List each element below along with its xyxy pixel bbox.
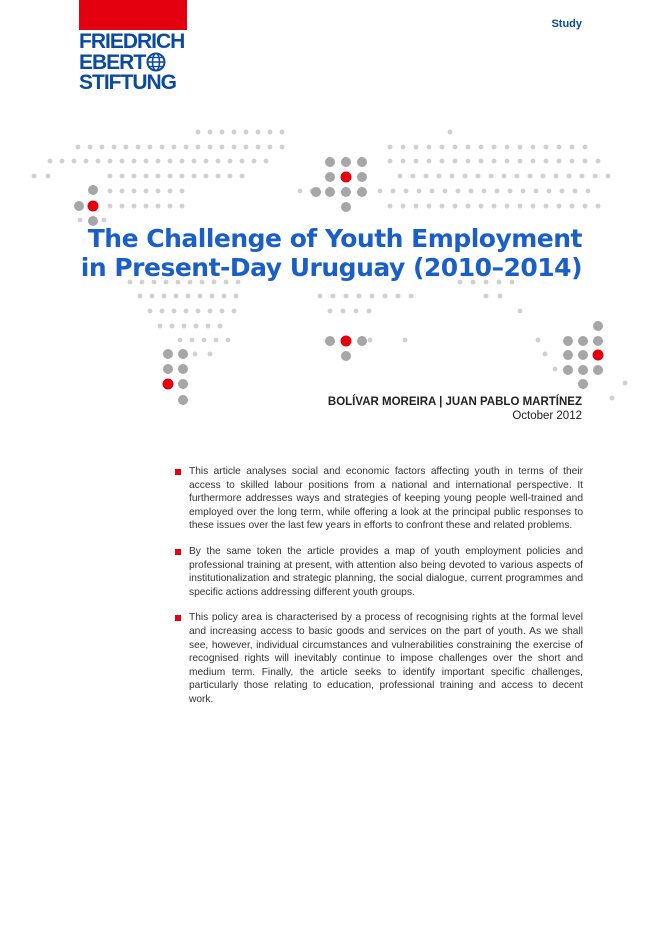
map-dot [180,204,185,209]
map-dot [554,174,559,179]
map-dot [78,218,83,223]
map-dot [202,338,207,343]
map-dot [427,204,432,209]
map-dot [174,294,179,299]
map-dot [108,159,113,164]
map-dot [144,204,149,209]
map-dot [521,189,526,194]
map-dot [184,145,189,150]
map-dot [96,159,101,164]
map-dot [232,309,237,314]
map-dot [341,187,351,197]
map-dot [508,189,513,194]
title-line-2: in Present-Day Uruguay (2010–2014) [80,253,582,282]
map-dot [163,379,174,390]
map-dot [144,159,149,164]
logo-line-2-text: EBERT [79,51,146,74]
map-dot [341,351,351,361]
map-dot [60,159,65,164]
map-dot [583,145,588,150]
map-dot [132,159,137,164]
map-dot [450,174,455,179]
map-dot [354,309,359,314]
map-dot [204,159,209,164]
map-dot [463,174,468,179]
map-dot [570,204,575,209]
map-dot [541,174,546,179]
map-dot [218,324,223,329]
map-dot [606,174,611,179]
bullet-icon [175,615,181,621]
map-dot [596,159,601,164]
authors: BOLÍVAR MOREIRA | JUAN PABLO MARTÍNEZ [327,396,582,408]
map-dot [453,145,458,150]
map-dot [492,145,497,150]
map-dot [298,189,303,194]
map-dot [168,189,173,194]
map-dot [168,159,173,164]
abstract [175,465,583,719]
abstract-paragraph-text: This article analyses social and economic factors affecting youth in terms of their access to skilled labour positions from a national and international perspective. It furthermore addresses ways and strategies of keeping young people well-trained and employed over the long term, while offering a look at the principal public responses to these issues over the last few years in efforts to confront these and related problems. [189,466,583,532]
map-dot [401,159,406,164]
map-dot [479,145,484,150]
map-dot [466,159,471,164]
map-dot [469,189,474,194]
map-dot [178,379,188,389]
map-dot [498,294,503,299]
map-dot [144,174,149,179]
map-dot [88,185,98,195]
map-dot [544,204,549,209]
map-dot [196,130,201,135]
map-dot [531,204,536,209]
map-dot [328,309,333,314]
map-dot [403,338,408,343]
map-dot [570,159,575,164]
map-dot [148,145,153,150]
map-dot [357,172,367,182]
map-dot [623,381,628,386]
map-dot [563,350,573,360]
map-dot [120,189,125,194]
map-dot [593,336,603,346]
map-dot [120,204,125,209]
map-dot [368,338,373,343]
map-dot [132,189,137,194]
map-dot [144,189,149,194]
map-dot [196,145,201,150]
map-dot [216,174,221,179]
map-dot [280,130,285,135]
map-dot [557,204,562,209]
map-dot [220,309,225,314]
map-dot [570,145,575,150]
map-dot [427,145,432,150]
map-dot [396,294,401,299]
map-dot [578,350,588,360]
map-dot [518,159,523,164]
map-dot [578,379,588,389]
map-dot [244,130,249,135]
map-dot [222,294,227,299]
map-dot [208,130,213,135]
map-dot [518,145,523,150]
map-dot [232,130,237,135]
bullet-icon [175,469,181,475]
map-dot [268,130,273,135]
map-dot [534,189,539,194]
map-dot [344,294,349,299]
map-dot [112,145,117,150]
map-dot [484,294,489,299]
map-dot [48,159,53,164]
map-dot [168,174,173,179]
map-dot [557,145,562,150]
map-dot [331,294,336,299]
map-dot [427,159,432,164]
map-dot [163,364,173,374]
map-dot [531,145,536,150]
map-dot [84,159,89,164]
map-dot [136,145,141,150]
map-dot [610,396,615,401]
map-dot [163,349,173,359]
map-dot [244,145,249,150]
map-dot [456,189,461,194]
map-dot [180,159,185,164]
map-dot [206,324,211,329]
map-dot [172,309,177,314]
map-dot [208,352,213,357]
map-dot [168,204,173,209]
map-dot [578,336,588,346]
map-dot [440,204,445,209]
map-dot [567,174,572,179]
map-dot [563,336,573,346]
abstract-paragraph-text: This policy area is characterised by a process of recognising rights at the formal level and increasing access to basic goods and services on the part of youth. As we shall see, however, individual circumstances and vulnerabilities constraining the exercise of recognised rights will inevitably continue to impose challenges over the short and medium term. Finally, the article seeks to identify important specific challenges, particularly those relating to education, professional training and access to decent work. [189,612,583,705]
map-dot [216,159,221,164]
map-dot [341,309,346,314]
map-dot [515,174,520,179]
map-dot [341,157,351,167]
map-dot [158,324,163,329]
map-dot [424,174,429,179]
map-dot [88,201,99,212]
map-dot [170,324,175,329]
map-dot [186,294,191,299]
map-dot [528,174,533,179]
map-dot [226,338,231,343]
map-dot [325,336,335,346]
map-dot [256,130,261,135]
map-dot [414,159,419,164]
map-dot [593,321,603,331]
map-dot [401,145,406,150]
map-dot [88,145,93,150]
map-dot [138,294,143,299]
map-dot [74,201,84,211]
map-dot [357,187,367,197]
map-dot [388,159,393,164]
map-dot [178,349,188,359]
map-dot [378,189,383,194]
map-dot [318,294,323,299]
map-dot [553,367,558,372]
map-dot [492,159,497,164]
map-dot [593,365,603,375]
map-dot [440,145,445,150]
map-dot [544,145,549,150]
abstract-paragraph [175,465,583,533]
map-dot [341,172,352,183]
map-dot [573,189,578,194]
map-dot [448,130,453,135]
map-dot [578,365,588,375]
map-dot [357,157,367,167]
map-dot [593,174,598,179]
map-dot [466,145,471,150]
map-dot [76,145,81,150]
page-title [62,224,582,282]
map-dot [596,204,601,209]
map-dot [544,159,549,164]
map-dot [108,204,113,209]
map-dot [108,174,113,179]
map-dot [505,145,510,150]
map-dot [580,174,585,179]
map-dot [160,309,165,314]
logo-line-3: STIFTUNG [79,71,176,94]
map-dot [531,159,536,164]
map-dot [46,174,51,179]
map-dot [232,145,237,150]
map-dot [180,174,185,179]
map-dot [220,145,225,150]
map-dot [100,145,105,150]
publication-date: October 2012 [512,410,582,422]
map-dot [547,189,552,194]
map-dot [190,338,195,343]
map-dot [583,204,588,209]
map-dot [443,189,448,194]
map-dot [240,159,245,164]
map-dot [160,145,165,150]
map-dot [196,309,201,314]
map-dot [268,145,273,150]
map-dot [311,187,321,197]
map-dot [208,145,213,150]
map-dot [518,204,523,209]
title-line-1: The Challenge of Youth Employment [87,224,582,253]
map-dot [543,352,548,357]
map-dot [102,218,107,223]
map-dot [388,145,393,150]
map-dot [479,204,484,209]
map-dot [156,189,161,194]
map-dot [391,189,396,194]
map-dot [180,189,185,194]
map-dot [192,174,197,179]
map-dot [409,294,414,299]
map-dot [367,309,372,314]
map-dot [120,159,125,164]
map-dot [193,352,198,357]
map-dot [198,294,203,299]
map-dot [120,174,125,179]
map-dot [586,189,591,194]
map-dot [563,365,573,375]
map-dot [228,174,233,179]
map-dot [466,204,471,209]
map-dot [172,145,177,150]
map-dot [518,309,523,314]
map-dot [148,309,153,314]
map-dot [341,336,352,347]
map-dot [536,338,541,343]
map-dot [150,294,155,299]
map-dot [398,174,403,179]
abstract-paragraph [175,545,583,599]
map-dot [132,174,137,179]
map-dot [388,204,393,209]
map-dot [437,174,442,179]
map-dot [156,174,161,179]
map-dot [204,174,209,179]
map-dot [492,204,497,209]
map-dot [560,189,565,194]
map-dot [234,294,239,299]
map-dot [240,174,245,179]
map-dot [502,174,507,179]
bullet-icon [175,549,181,555]
map-dot [453,204,458,209]
map-dot [583,159,588,164]
map-dot [404,189,409,194]
map-dot [220,130,225,135]
map-dot [341,202,351,212]
map-dot [489,174,494,179]
map-dot [252,159,257,164]
map-dot [430,189,435,194]
map-dot [162,294,167,299]
map-dot [194,324,199,329]
map-dot [325,157,335,167]
map-dot [401,204,406,209]
map-dot [178,364,188,374]
map-dot [482,189,487,194]
map-dot [280,145,285,150]
map-dot [210,294,215,299]
map-dot [505,204,510,209]
map-dot [440,159,445,164]
map-dot [156,159,161,164]
map-dot [476,174,481,179]
map-dot [178,338,183,343]
map-dot [256,145,261,150]
map-dot [411,174,416,179]
map-dot [495,189,500,194]
map-dot [132,204,137,209]
map-dot [178,395,188,405]
map-dot [214,338,219,343]
abstract-paragraph-text: By the same token the article provides a map of youth employment policies and professional training at present, with attention also being devoted to various aspects of institutionalization and strategic planning, the social dialogue, current programmes and specific actions addressing different youth groups. [189,545,583,598]
map-dot [182,324,187,329]
map-dot [414,204,419,209]
map-dot [357,294,362,299]
map-dot [325,172,335,182]
map-dot [593,350,604,361]
logo-line-1: FRIEDRICH [79,30,185,53]
map-dot [505,159,510,164]
map-dot [72,159,77,164]
map-dot [124,145,129,150]
map-dot [32,174,37,179]
map-dot [414,145,419,150]
document-type-label: Study [551,18,582,30]
map-dot [108,189,113,194]
map-dot [370,294,375,299]
map-dot [208,309,213,314]
map-dot [479,159,484,164]
map-dot [264,159,269,164]
map-dot [228,159,233,164]
map-dot [383,294,388,299]
map-dot [417,189,422,194]
map-dot [557,159,562,164]
map-dot [357,336,367,346]
map-dot [156,204,161,209]
abstract-paragraph [175,611,583,706]
map-dot [453,159,458,164]
map-dot [192,159,197,164]
map-dot [184,309,189,314]
map-dot [325,187,335,197]
